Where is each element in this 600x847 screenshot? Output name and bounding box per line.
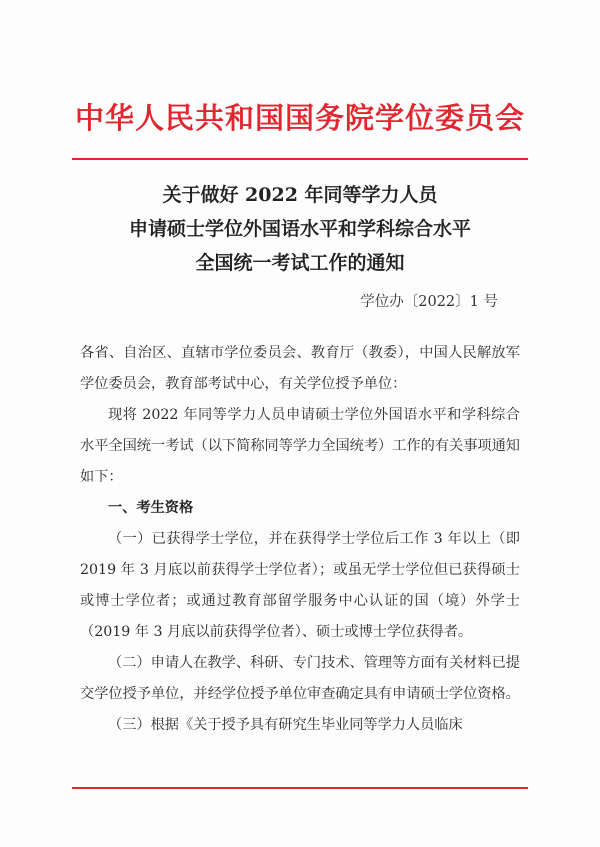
addressee-paragraph: 各省、自治区、直辖市学位委员会、教育厅（教委），中国人民解放军学位委员会，教育部考试中心，有关学位授予单位： (80, 345, 520, 392)
organization-header: 中华人民共和国国务院学位委员会 (74, 101, 525, 135)
header-red-rule (72, 158, 528, 160)
title-line-2: 申请硕士学位外国语水平和学科综合水平 (128, 218, 471, 240)
eligibility-item-2: （二）申请人在教学、科研、专门技术、管理等方面有关材料已提交学位授予单位，并经学位授予单位审查确定具有申请硕士学位资格。 (80, 655, 520, 702)
intro-paragraph: 现将 2022 年同等学力人员申请硕士学位外国语水平和学科综合水平全国统一考试（以下简称同等学力全国统考）工作的有关事项通知如下： (80, 407, 520, 485)
footer-red-rule (72, 787, 528, 789)
notice-title (0, 178, 600, 280)
title-line-3: 全国统一考试工作的通知 (195, 252, 405, 274)
notice-body (80, 338, 520, 741)
document-number: 学位办〔2022〕1 号 (360, 294, 498, 310)
eligibility-item-3: （三）根据《关于授予具有研究生毕业同等学力人员临床 (108, 717, 463, 733)
section-heading-eligibility: 一、考生资格 (108, 500, 194, 516)
eligibility-item-1: （一）已获得学士学位，并在获得学士学位后工作 3 年以上（即 2019 年 3 月底以前获得学士学位者）；或虽无学士学位但已获得硕士或博士学位者；或通过教育部留学服务中心认证的国（境）外学士（2019 年 3 月底以前获得学位者）、硕士或博士学位获得者。 (80, 531, 520, 640)
title-line-1: 关于做好 2022 年同等学力人员 (162, 184, 438, 206)
